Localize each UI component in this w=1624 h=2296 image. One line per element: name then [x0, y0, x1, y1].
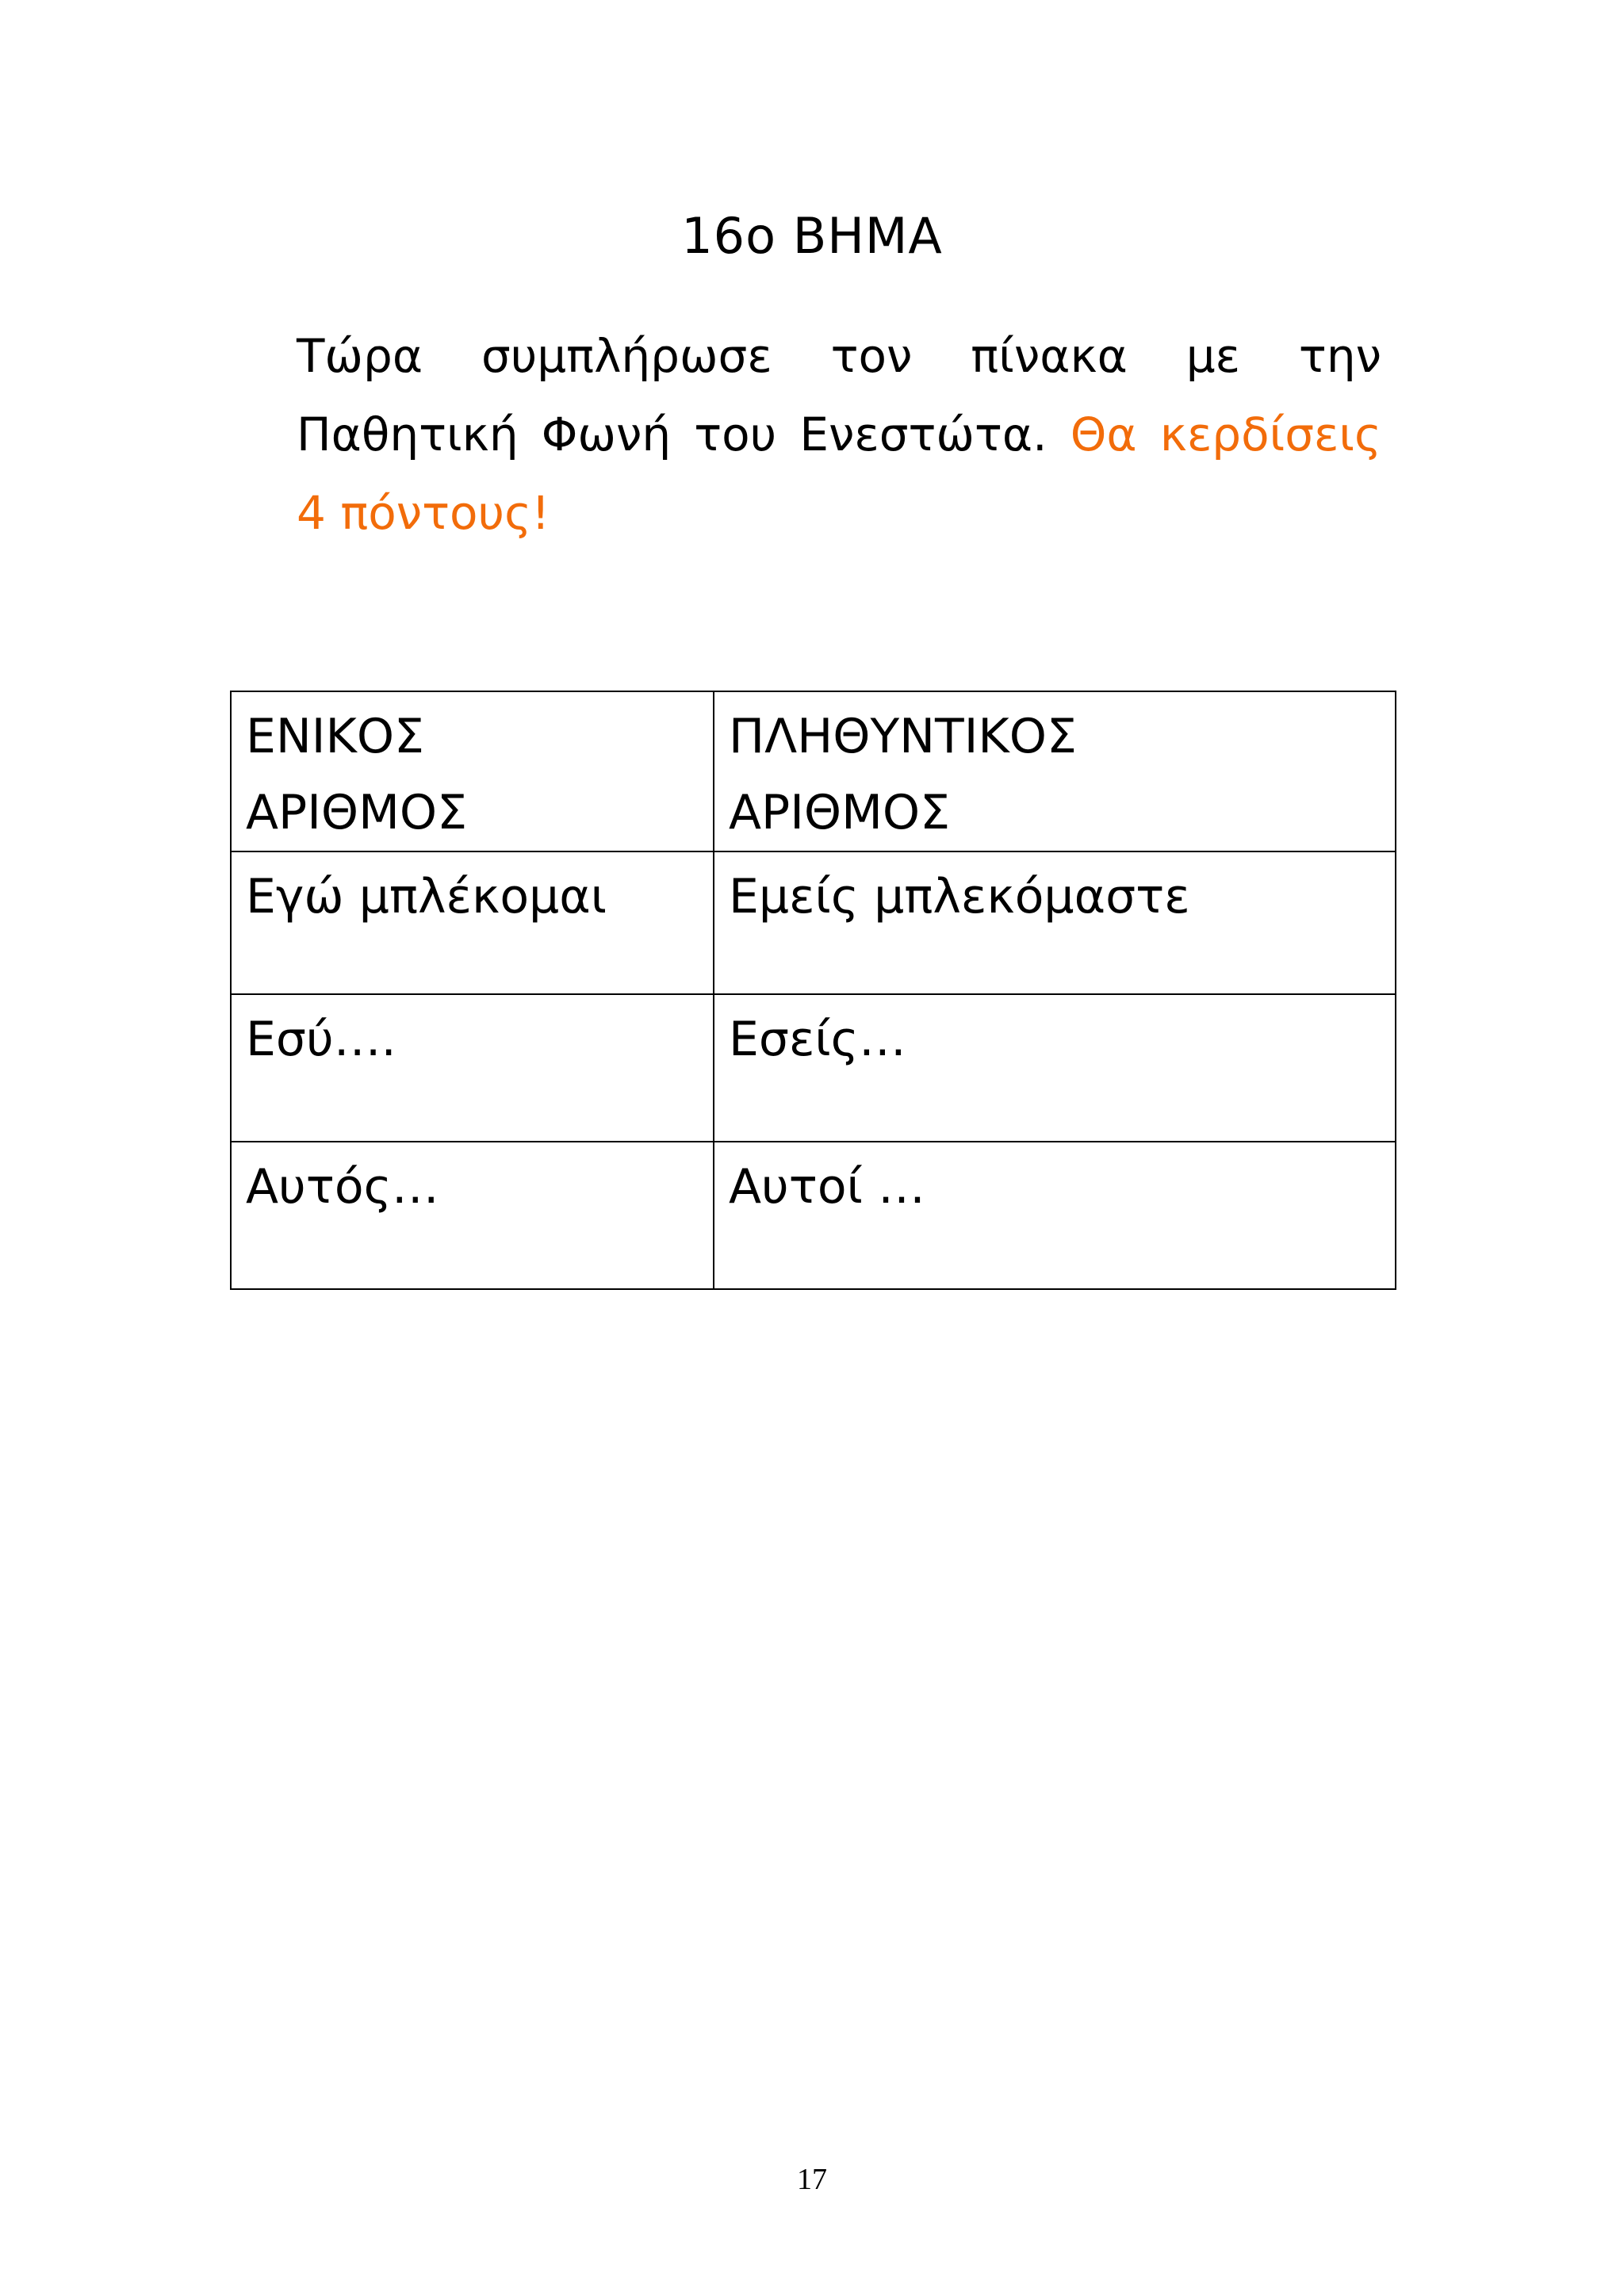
conjugation-table [230, 691, 1396, 1290]
points-highlight: Θα κερδίσεις 4 πόντους! [297, 408, 1382, 540]
cell-singular-second-person[interactable]: Εσύ…. [231, 994, 714, 1142]
header-plural-line1: ΠΛΗΘΥΝΤΙΚΟΣ [729, 709, 1077, 764]
header-singular-line1: ΕΝΙΚΟΣ [246, 709, 424, 764]
page-number: 17 [797, 2163, 827, 2196]
instructions-text: Τώρα συμπλήρωσε τον πίνακα με την Παθητική Φωνή του Ενεστώτα. [297, 329, 1381, 461]
header-plural-line2: ΑΡΙΘΜΟΣ [729, 785, 951, 840]
header-singular [231, 691, 714, 851]
cell-plural-first-person[interactable]: Εμείς μπλεκόμαστε [714, 851, 1396, 994]
cell-plural-second-person[interactable]: Εσείς… [714, 994, 1396, 1142]
cell-singular-first-person[interactable]: Εγώ μπλέκομαι [231, 851, 714, 994]
page-title: 16ο ΒΗΜΑ [681, 207, 943, 265]
header-plural [714, 691, 1396, 851]
table-row [231, 1142, 1396, 1289]
table-header-row [231, 691, 1396, 851]
header-singular-line2: ΑΡΙΘΜΟΣ [246, 785, 468, 840]
table-row [231, 994, 1396, 1142]
instructions-paragraph [297, 317, 1381, 553]
cell-singular-third-person[interactable]: Αυτός… [231, 1142, 714, 1289]
cell-plural-third-person[interactable]: Αυτοί … [714, 1142, 1396, 1289]
table-row [231, 851, 1396, 994]
